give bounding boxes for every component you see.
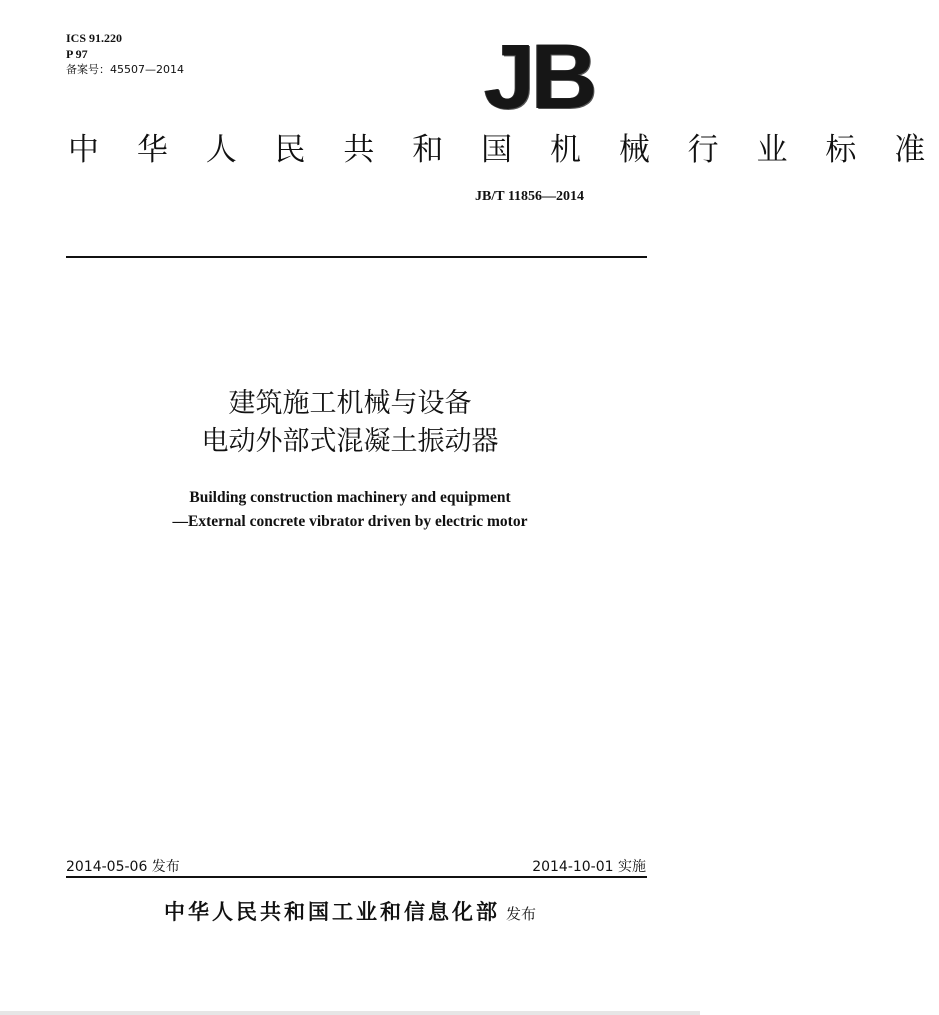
english-title-line-1: Building construction machinery and equipment bbox=[189, 489, 511, 506]
scan-edge bbox=[0, 1011, 700, 1015]
publisher-action: 发布 bbox=[505, 905, 536, 923]
bottom-divider bbox=[66, 876, 647, 878]
chinese-title-line-1: 建筑施工机械与设备 bbox=[228, 388, 472, 419]
standard-code-text: JB/T 11856—2014 bbox=[475, 189, 585, 204]
standard-code bbox=[475, 187, 584, 205]
classification-block bbox=[66, 30, 184, 78]
chinese-title-line-2: 电动外部式混凝土振动器 bbox=[201, 426, 499, 457]
ics-code: ICS 91.220 bbox=[66, 31, 123, 45]
top-divider bbox=[66, 256, 647, 258]
publisher-org: 中华人民共和国工业和信息化部 bbox=[163, 900, 500, 924]
english-title-line-2: —External concrete vibrator driven by electric motor bbox=[172, 513, 528, 530]
filing-number: 备案号：45507—2014 bbox=[66, 63, 184, 76]
p-code: P 97 bbox=[66, 47, 88, 61]
publisher-line bbox=[0, 896, 700, 926]
jb-logo: JB bbox=[484, 26, 594, 128]
issue-date: 2014-05-06 发布 bbox=[66, 859, 180, 875]
standard-category: 中 华 人 民 共 和 国 机 械 行 业 标 准 bbox=[68, 132, 939, 168]
implementation-date: 2014-10-01 实施 bbox=[532, 859, 646, 875]
